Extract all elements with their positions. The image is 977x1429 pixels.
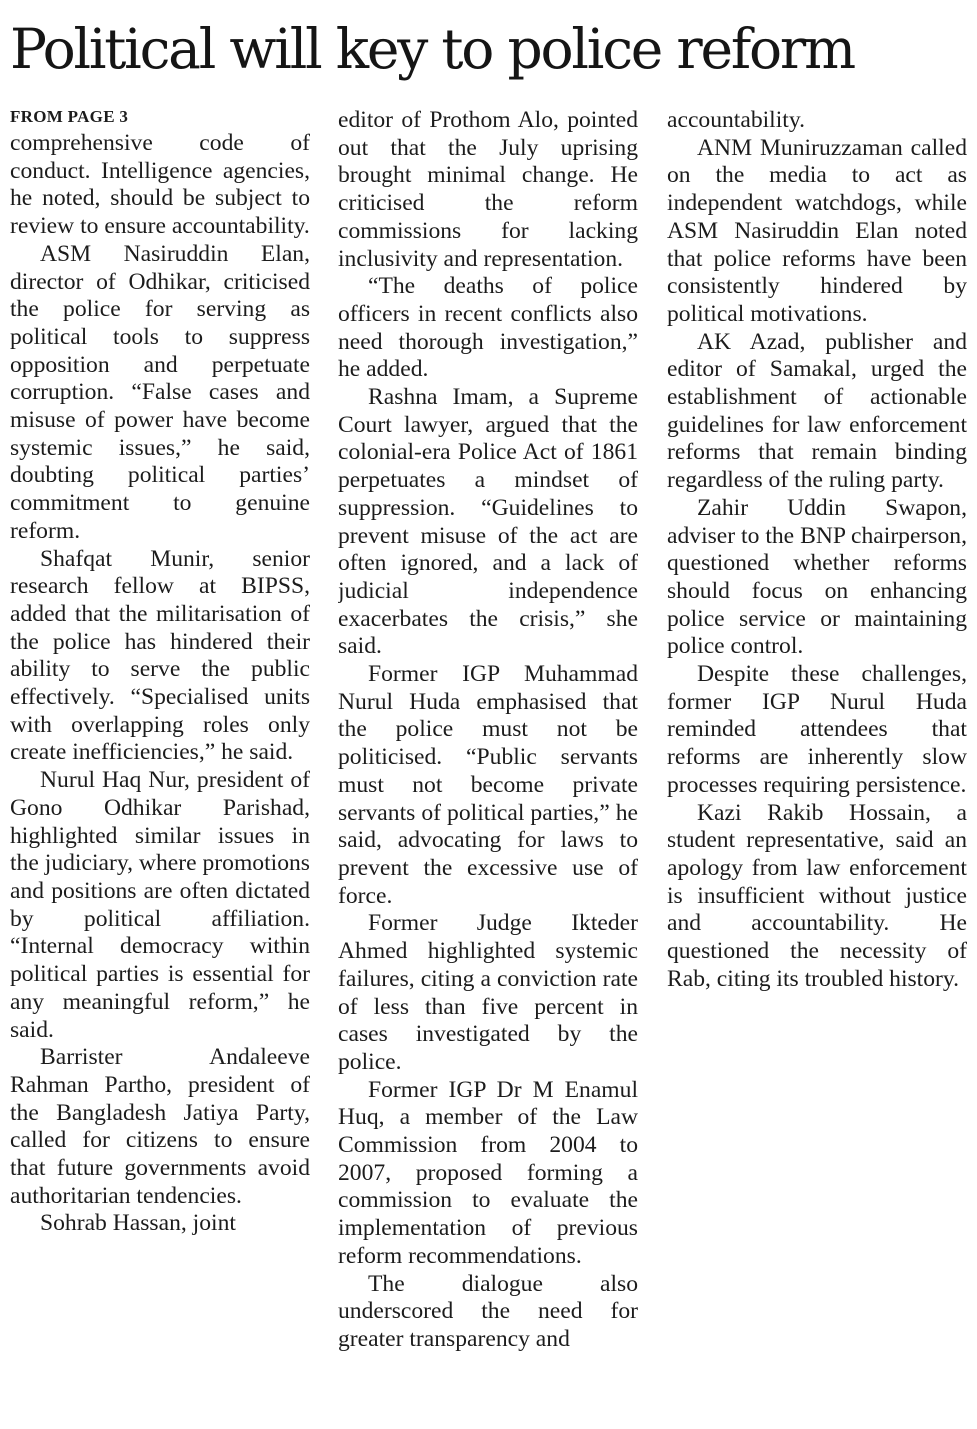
paragraph: Zahir Uddin Swapon, adviser to the BNP chairperson, questioned whether reforms should focus on enhancing police service or maintaining police control. — [667, 494, 967, 660]
article-column-2 — [338, 107, 638, 1425]
paragraph: ANM Muniruzzaman called on the media to act as independent watchdogs, while ASM Nasiruddin Elan noted that police reforms have been consistently hindered by political motivations. — [667, 134, 967, 327]
paragraph: ASM Nasiruddin Elan, director of Odhikar, criticised the police for serving as political tools to suppress opposition and perpetuate corruption. “False cases and misuse of power have become systemic issues,” he said, doubting political parties’ commitment to genuine reform. — [10, 240, 310, 544]
headline: Political will key to police reform — [10, 17, 854, 81]
paragraph: Former Judge Ikteder Ahmed highlighted systemic failures, citing a conviction rate of less than five percent in cases investigated by the police. — [338, 910, 638, 1075]
article-column-1 — [10, 104, 310, 1422]
article-column-3 — [667, 107, 967, 1425]
paragraph: Despite these challenges, former IGP Nurul Huda reminded attendees that reforms are inherently slow processes requiring persistence. — [667, 661, 967, 798]
paragraph: accountability. — [667, 107, 806, 133]
paragraph: Barrister Andaleeve Rahman Partho, president of the Bangladesh Jatiya Party, called for citizens to ensure that future governments avoid authoritarian tendencies. — [10, 1044, 310, 1209]
paragraph: Rashna Imam, a Supreme Court lawyer, argued that the colonial-era Police Act of 1861 perpetuates a mindset of suppression. “Guidelines to prevent misuse of the act are often ignored, and a lack of judicial independence exacerbates the crisis,” she said. — [338, 384, 638, 660]
paragraph: Nurul Haq Nur, president of Gono Odhikar Parishad, highlighted similar issues in the judiciary, where promotions and positions are often dictated by political affiliation. “Internal democracy within political parties is essential for any meaningful reform,” he said. — [10, 767, 310, 1043]
paragraph: Shafqat Munir, senior research fellow at BIPSS, added that the militarisation of the police has hindered their ability to serve the public effectively. “Specialised units with overlapping roles only create inefficiencies,” he said. — [10, 545, 310, 766]
paragraph: Former IGP Dr M Enamul Huq, a member of the Law Commission from 2004 to 2007, proposed forming a commission to evaluate the implementation of previous reform recommendations. — [338, 1076, 638, 1269]
paragraph: Sohrab Hassan, joint — [40, 1210, 236, 1237]
continued-from-label: FROM PAGE 3 — [10, 107, 129, 126]
paragraph: The dialogue also underscored the need for greater transparency and — [338, 1270, 638, 1352]
paragraph: Former IGP Muhammad Nurul Huda emphasised that the police must not be politicised. “Public servants must not become private servants of political parties,” he said, advocating for laws to prevent the excessive use of force. — [338, 661, 638, 909]
paragraph: AK Azad, publisher and editor of Samakal, urged the establishment of actionable guidelines for law enforcement reforms that remain binding regardless of the ruling party. — [667, 328, 967, 494]
paragraph: editor of Prothom Alo, pointed out that the July uprising brought minimal change. He criticised the reform commissions for lacking inclusivity and representation. — [338, 107, 638, 272]
paragraph: “The deaths of police officers in recent conflicts also need thorough investigation,” he added. — [338, 273, 638, 383]
paragraph: Kazi Rakib Hossain, a student representative, said an apology from law enforcement is insufficient without justice and accountability. He questioned the necessity of Rab, citing its troubled history. — [667, 799, 967, 992]
paragraph: comprehensive code of conduct. Intelligence agencies, he noted, should be subject to review to ensure accountability. — [10, 130, 310, 240]
